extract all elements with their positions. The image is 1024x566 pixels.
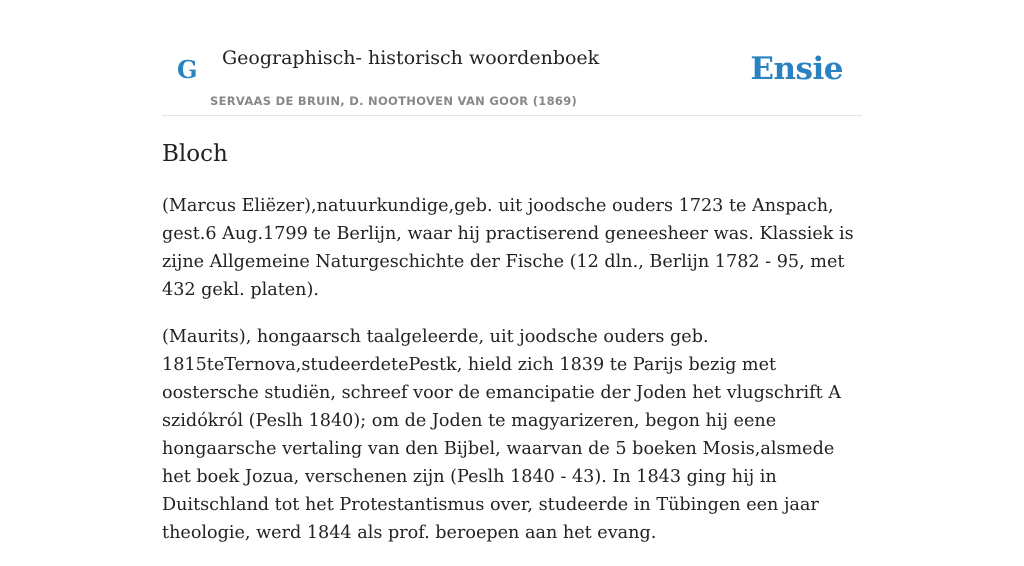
page-container <box>162 0 862 543</box>
entry-body <box>162 192 862 566</box>
entry-title: Bloch <box>162 141 228 167</box>
entry-paragraph: (Marcus Eliëzer),natuurkundige,geb. uit joodsche ouders 1723 te Anspach, gest.6 Aug.1799 te Berlijn, waar hij practiserend geneesheer was. Klassiek is zijne Allgemeine Naturgeschichte der Fische (12 dln., Berlijn 1782 - 95, met 432 gekl. platen). <box>162 196 854 300</box>
entry-paragraph: (Maurits), hongaarsch taalgeleerde, uit joodsche ouders geb. 1815teTernova,studeerdetePestk, hield zich 1839 te Parijs bezig met oostersche studiën, schreef voor de emancipatie der Joden het vlugschrift A szidókról (Peslh 1840); om de Joden te magyarizeren, begon hij eene hongaarsche vertaling van den Bijbel, waarvan de 5 boeken Mosis,alsmede het boek Jozua, verschenen zijn (Peslh 1840 - 43). In 1843 ging hij in Duitschland tot het Protestantismus over, studeerde in Tübingen een jaar theologie, werd 1844 als prof. beroepen aan het evang. <box>162 327 841 543</box>
dictionary-logo[interactable]: G <box>177 55 198 84</box>
dictionary-header <box>162 0 862 116</box>
dictionary-title[interactable]: Geographisch- historisch woordenboek <box>222 47 600 69</box>
dictionary-authors: SERVAAS DE BRUIN, D. NOOTHOVEN VAN GOOR (1869) <box>210 94 578 108</box>
brand-logo[interactable]: Ensie <box>750 51 843 87</box>
